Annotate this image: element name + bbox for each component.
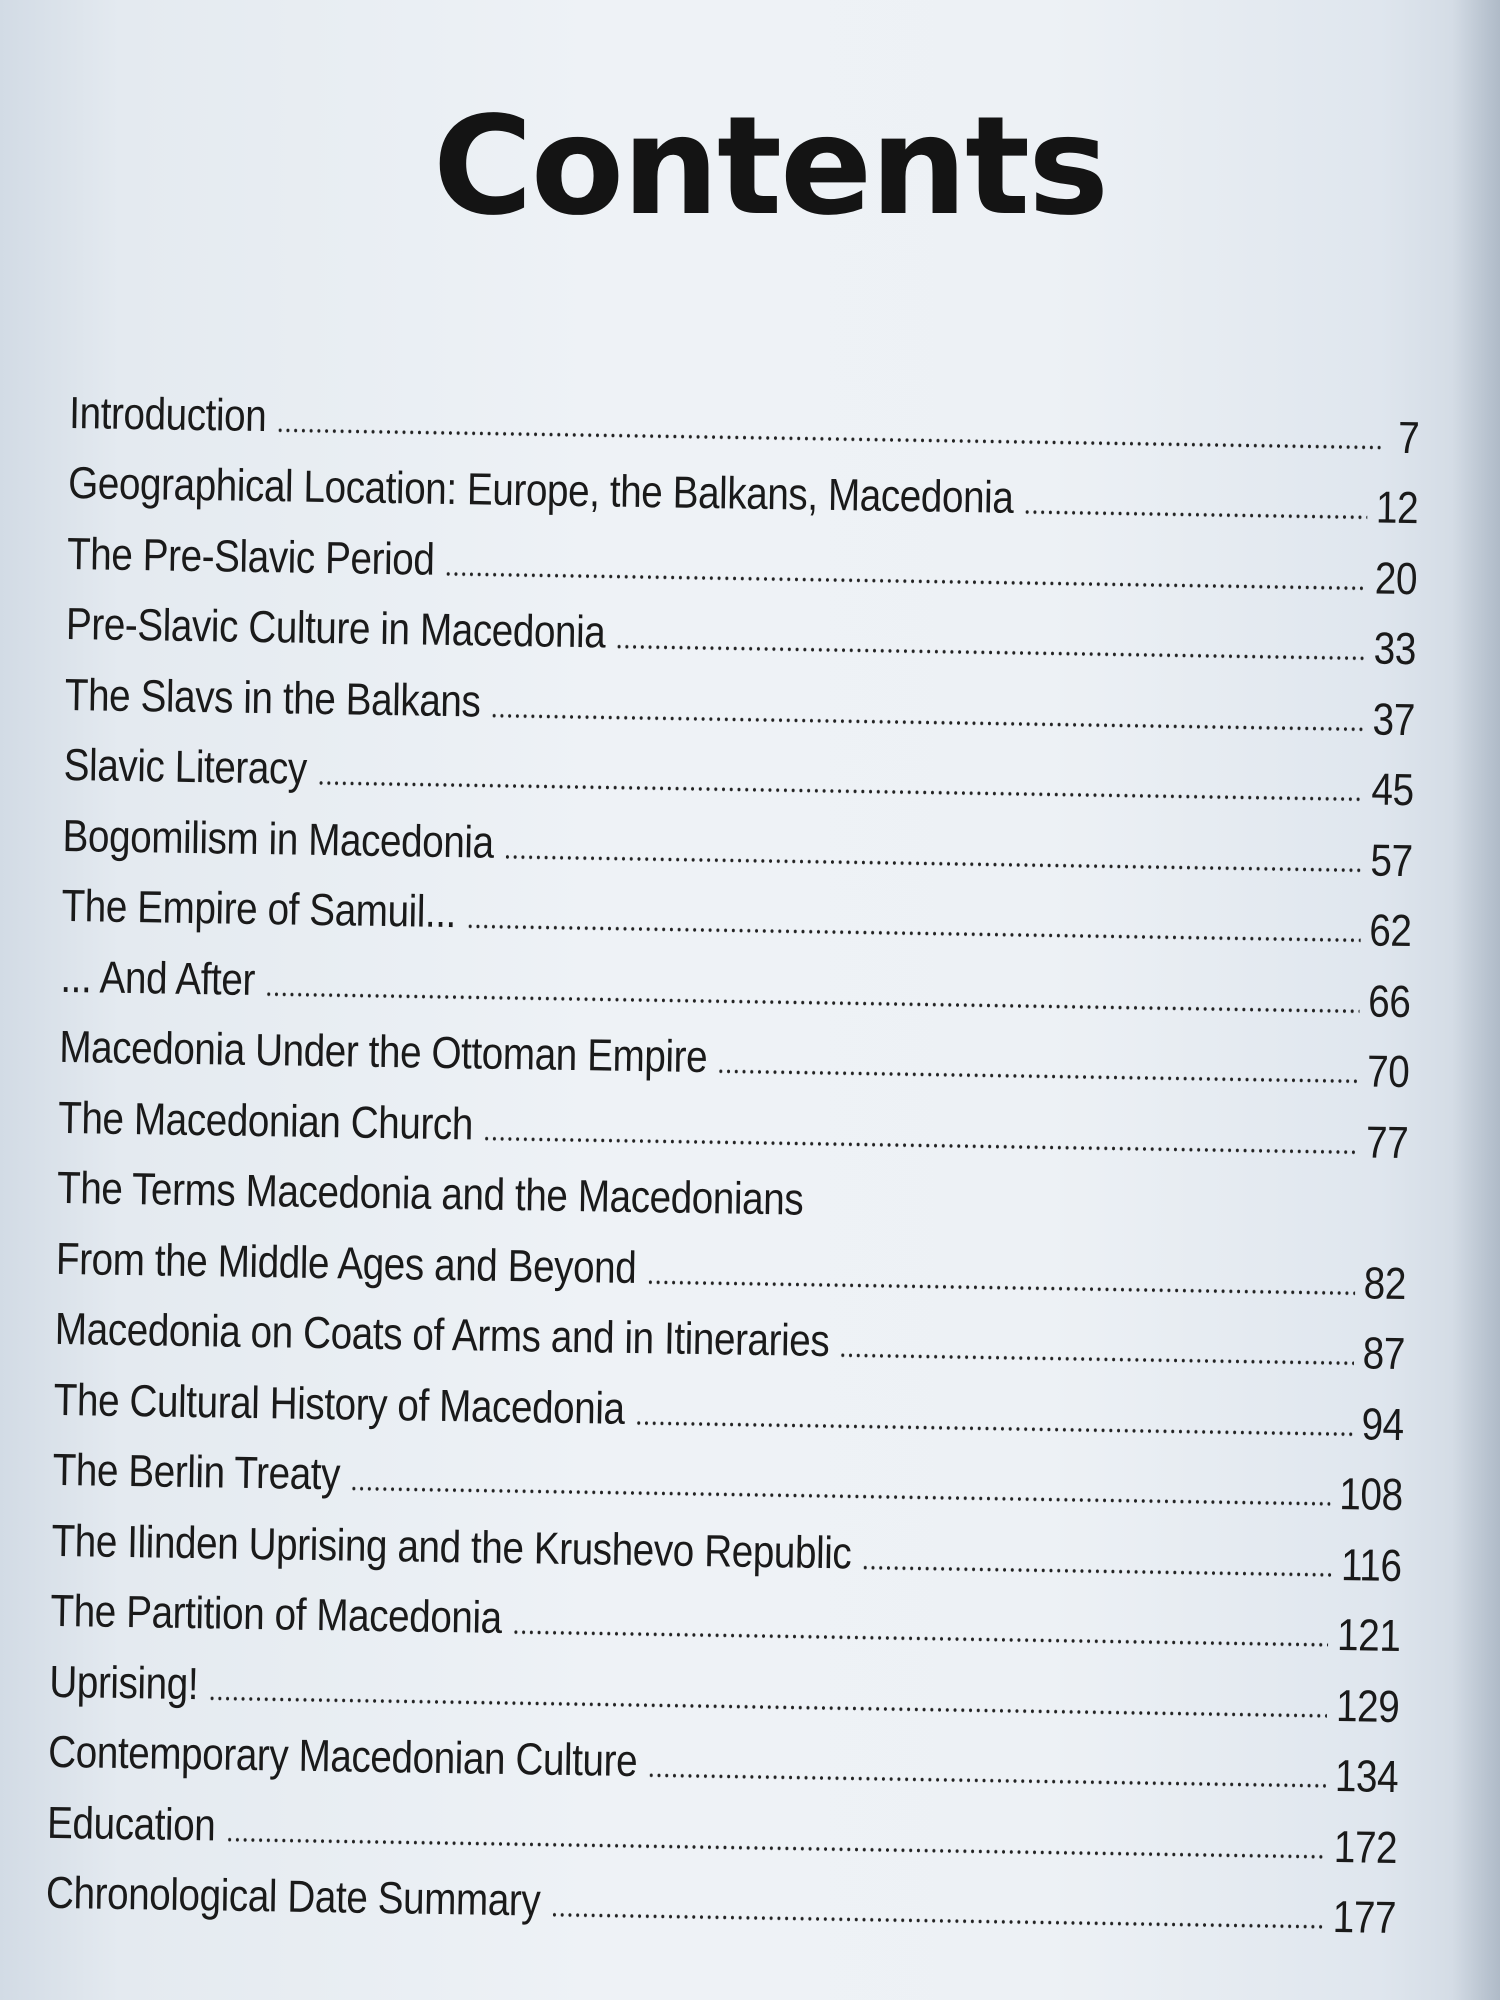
toc-entry-title: Bogomilism in Macedonia [62,809,495,868]
toc-page-number: 134 [1334,1750,1399,1803]
toc-page-number: 177 [1332,1891,1397,1944]
page-title: Contents [432,88,1108,246]
toc-page-number: 57 [1370,833,1414,886]
toc-entry-title: The Pre-Slavic Period [66,527,435,585]
toc-entry-title: Macedonia on Coats of Arms and in Itineraries [54,1302,830,1367]
toc-page-number: 129 [1335,1679,1400,1732]
toc-page-number: 66 [1367,974,1411,1027]
dot-leader [717,1067,1358,1085]
toc-page-number: 82 [1363,1256,1407,1309]
toc-entry-title: Introduction [68,386,267,441]
dot-leader [839,1351,1354,1367]
dot-leader [646,1278,1355,1297]
toc-page-number: 87 [1362,1327,1406,1380]
toc-entry-title: The Cultural History of Macedonia [53,1373,626,1434]
dot-leader [861,1563,1332,1578]
toc-entry-title: Macedonia Under the Ottoman Empire [58,1020,708,1083]
toc-entry-title: The Berlin Treaty [52,1443,341,1500]
toc-entry-title: Contemporary Macedonian Culture [47,1725,638,1787]
toc-entry-title: Education [46,1796,216,1850]
toc-page-number: 45 [1371,763,1415,816]
toc-page-number: 121 [1336,1609,1401,1662]
toc-page-number: 94 [1361,1397,1405,1450]
toc-entry-title: From the Middle Ages and Beyond [55,1232,637,1293]
toc-page-number: 70 [1366,1045,1410,1098]
toc-entry-title: Slavic Literacy [63,738,308,794]
dot-leader [550,1911,1324,1931]
toc-page-number: 12 [1375,481,1419,534]
dot-leader [647,1771,1326,1790]
toc-page-number: 62 [1368,904,1412,957]
toc-page-number: 20 [1374,552,1418,604]
toc-page-number: 77 [1365,1115,1409,1168]
toc-entry-title: Pre-Slavic Culture in Macedonia [65,597,606,658]
toc-entry-title: Geographical Location: Europe, the Balkans, Macedonia [67,456,1014,523]
toc-entry-title: ... And After [60,950,256,1005]
toc-page-number: 172 [1333,1820,1398,1873]
toc-page-number: 7 [1397,411,1420,463]
toc-entry-title: The Partition of Macedonia [50,1584,503,1643]
table-of-contents [45,368,1420,1944]
toc-entry-title: The Terms Macedonia and the Macedonians [56,1161,804,1225]
dot-leader [1023,508,1367,521]
toc-page-number: 108 [1338,1468,1404,1521]
toc-entry-title: Uprising! [48,1655,199,1709]
toc-page-number: 37 [1372,693,1416,745]
toc-page-number: 116 [1340,1538,1402,1591]
toc-entry-title: The Slavs in the Balkans [64,668,481,726]
toc-entry-title: The Empire of Samuil... [61,879,457,938]
dot-leader [635,1419,1353,1438]
toc-page-number: 33 [1373,622,1417,675]
toc-entry-title: Chronological Date Summary [45,1866,541,1926]
toc-entry-title: The Ilinden Uprising and the Krushevo Republic [51,1514,852,1578]
toc-entry-title: The Macedonian Church [57,1091,474,1149]
